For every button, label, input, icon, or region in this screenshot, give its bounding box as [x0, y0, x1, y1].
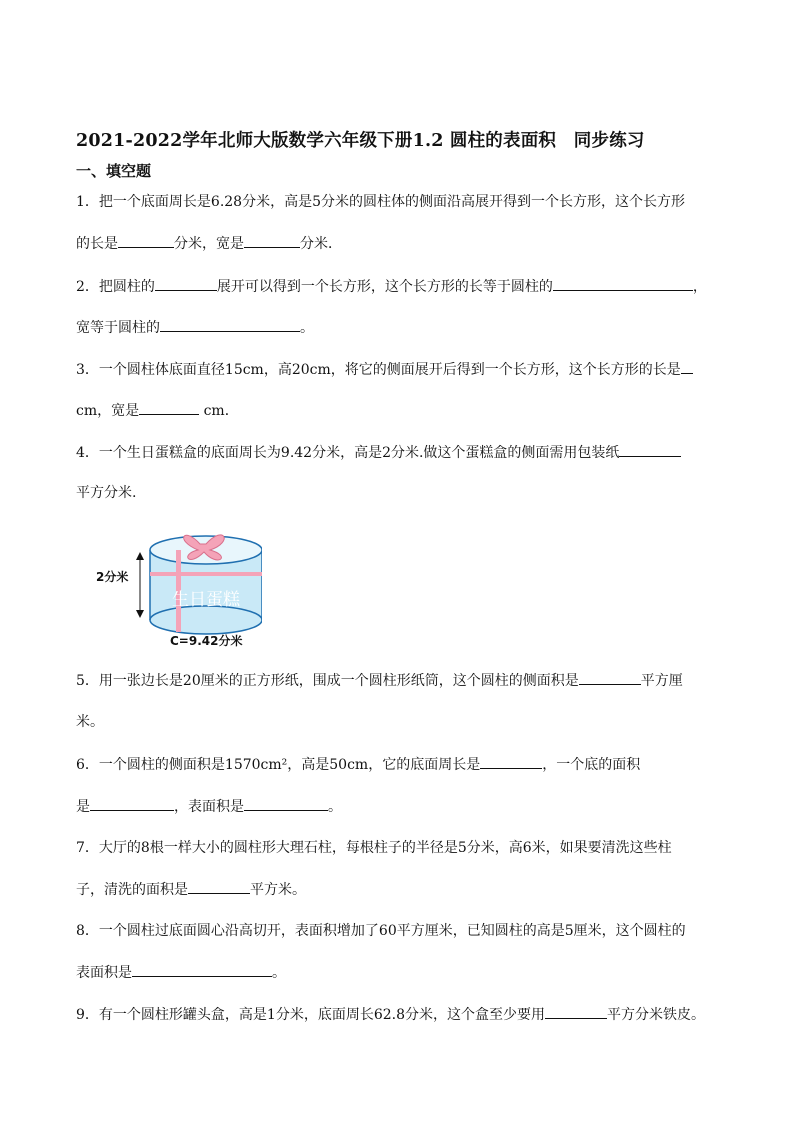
answer-blank[interactable] [480, 754, 542, 769]
q4-line1: 4．一个生日蛋糕盒的底面周长为9.42分米，高是2分米.做这个蛋糕盒的侧面需用包装纸 [76, 442, 681, 463]
page-title: 2021-2022学年北师大版数学六年级下册1.2 圆柱的表面积 同步练习 [76, 131, 645, 151]
height-label: 2分米 [96, 570, 129, 584]
answer-blank[interactable] [553, 276, 693, 291]
answer-blank[interactable] [579, 670, 641, 685]
answer-blank[interactable] [160, 317, 300, 332]
q7-line1: 7．大厅的8根一样大小的圆柱形大理石柱，每根柱子的半径是5分米，高6米，如果要清洗这些柱 [76, 840, 672, 856]
answer-blank[interactable] [244, 233, 300, 248]
q3-line2: cm，宽是 cm． [76, 400, 239, 421]
answer-blank[interactable] [139, 400, 199, 415]
cake-box-illustration [92, 520, 262, 650]
q6-line2: 是 ，表面积是 。 [76, 796, 342, 817]
q6-line1: 6．一个圆柱的侧面积是1570cm²，高是50cm，它的底面周长是 ，一个底的面积 [76, 754, 640, 775]
q9-line1: 9．有一个圆柱形罐头盒，高是1分米，底面周长62.8分米，这个盒至少要用 平方分米铁皮。 [76, 1004, 705, 1025]
answer-blank[interactable] [188, 879, 250, 894]
q2-line2: 宽等于圆柱的 。 [76, 317, 314, 338]
answer-blank[interactable] [619, 442, 681, 457]
answer-blank[interactable] [545, 1004, 607, 1019]
cake-box-figure [92, 520, 262, 650]
answer-blank[interactable] [681, 359, 693, 374]
answer-blank[interactable] [118, 233, 174, 248]
q3-line1: 3．一个圆柱体底面直径15cm，高20cm，将它的侧面展开后得到一个长方形，这个长方形的长是 [76, 359, 693, 380]
answer-blank[interactable] [244, 796, 328, 811]
q5-line1: 5．用一张边长是20厘米的正方形纸，围成一个圆柱形纸筒，这个圆柱的侧面积是 平方厘 [76, 670, 683, 691]
section-heading: 一、填空题 [76, 162, 152, 180]
answer-blank[interactable] [132, 962, 272, 977]
q8-line2: 表面积是 。 [76, 962, 286, 983]
q2-line1: 2．把圆柱的 展开可以得到一个长方形，这个长方形的长等于圆柱的 ， [76, 276, 707, 297]
answer-blank[interactable] [90, 796, 174, 811]
answer-blank[interactable] [155, 276, 217, 291]
circumference-label: C=9.42分米 [170, 634, 243, 648]
q4-line2: 平方分米. [76, 485, 137, 501]
q7-line2: 子，清洗的面积是 平方米。 [76, 879, 306, 900]
q8-line1: 8．一个圆柱过底面圆心沿高切开，表面积增加了60平方厘米，已知圆柱的高是5厘米，这个圆柱的 [76, 923, 686, 939]
q1-line2: 的长是 分米，宽是 分米． [76, 233, 342, 254]
cake-box-text: 生日蛋糕 [172, 590, 240, 610]
q1-line1: 1．把一个底面周长是6.28分米，高是5分米的圆柱体的侧面沿高展开得到一个长方形，这个长方形 [76, 194, 685, 210]
q5-line2: 米。 [76, 714, 104, 730]
